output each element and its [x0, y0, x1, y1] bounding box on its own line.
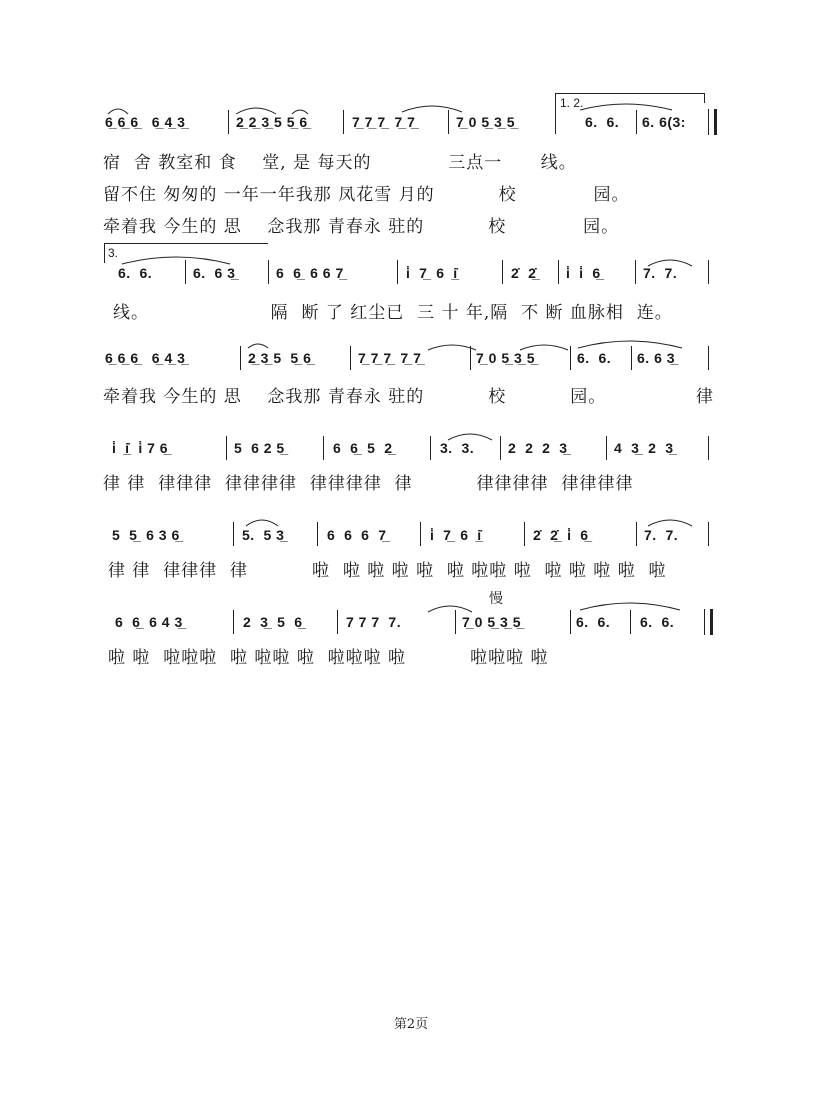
- barline: [570, 610, 571, 634]
- measure: 2̇ 2̲̇ i̇ 6̲: [533, 527, 589, 543]
- slur: [428, 345, 476, 350]
- measure: 6. 6 3̲: [193, 265, 236, 281]
- measure: 6. 6.: [118, 265, 153, 281]
- measure: 6 6̲ 6 6 7̲: [276, 265, 344, 281]
- ending-3-label: 3.: [108, 246, 119, 260]
- ending-bracket-1-2-top: [555, 93, 705, 94]
- barline: [708, 260, 709, 284]
- final-barline: [704, 609, 713, 635]
- measure: i̇ 7̲ 6 i̲̇: [430, 527, 482, 543]
- barline: [420, 522, 421, 546]
- slur: [428, 606, 472, 612]
- barline: [228, 110, 229, 134]
- measure: 7̲ 0 5̲ 3̲ 5̲: [462, 614, 521, 630]
- barline: [448, 110, 449, 134]
- barline: [558, 260, 559, 284]
- barline: [430, 436, 431, 460]
- measure: 7. 7.: [643, 265, 678, 281]
- slur: [248, 344, 268, 348]
- barline: [350, 346, 351, 370]
- ending-bracket-1-2-right: [704, 93, 705, 103]
- barline: [343, 110, 344, 134]
- measure: 7 7 7 7.: [346, 614, 402, 630]
- barline: [317, 522, 318, 546]
- barline: [636, 522, 637, 546]
- lyric-line: 宿 舍 教室和 食 堂, 是 每天的 三点一 线。: [103, 153, 577, 173]
- measure: 2 2 2 3̲: [508, 440, 568, 456]
- barline: [268, 260, 269, 284]
- measure: 7̲ 7̲ 7̲ 7̲ 7̲: [358, 350, 422, 366]
- ending-bracket-3-left: [104, 243, 105, 263]
- barline: [708, 346, 709, 370]
- measure: 5 5̲ 6 3 6̲: [112, 527, 180, 543]
- measure: 7̲ 0 5̲ 3̲ 5̲: [476, 350, 535, 366]
- barline: [397, 260, 398, 284]
- measure: 6 6̲ 6 4 3̲: [115, 614, 183, 630]
- lyric-line: 留不住 匆匆的 一年一年我那 凤花雪 月的 校 园。: [103, 185, 630, 205]
- barline: [630, 610, 631, 634]
- measure: 6. 6.: [640, 614, 675, 630]
- slur: [122, 257, 230, 264]
- measure: 2̲ 2̲ 3̲ 5 5̲ 6̲: [236, 114, 308, 130]
- slur: [578, 341, 682, 348]
- barline: [323, 436, 324, 460]
- measure: 7̲ 7̲ 7̲ 7̲ 7̲: [352, 114, 416, 130]
- measure: 6̲ 6̲ 6̲ 6̲ 4̲ 3̲: [105, 114, 186, 130]
- slur: [648, 520, 692, 526]
- barline: [233, 522, 234, 546]
- lyric-line: 啦 啦 啦啦啦 啦 啦啦 啦 啦啦啦 啦 啦啦啦 啦: [108, 648, 549, 668]
- measure: 5. 5 3̲: [242, 527, 285, 543]
- barline: [708, 522, 709, 546]
- barline: [606, 436, 607, 460]
- measure: i̇ i̲̇ i̇ 7 6̲: [112, 440, 169, 456]
- barline: [337, 610, 338, 634]
- ending-bracket-3-top: [104, 243, 268, 244]
- measure: 6. 6.: [577, 350, 612, 366]
- measure: 7. 7.: [644, 527, 679, 543]
- measure: 2̇ 2̲̇: [511, 265, 537, 281]
- slur: [246, 520, 278, 526]
- measure: 6. 6.: [576, 614, 611, 630]
- lyric-line: 牵着我 今生的 思 念我那 青春永 驻的 校 园。: [103, 217, 620, 237]
- repeat-barline: [708, 109, 717, 135]
- measure: 6 6 6 7̲: [327, 527, 387, 543]
- barline: [570, 346, 571, 370]
- barline: [470, 346, 471, 370]
- lyric-line: 线。 隔 断 了 红尘已 三 十 年,隔 不 断 血脉相 连。: [113, 303, 673, 323]
- measure: i̇ 7̲ 6 i̲̇: [406, 265, 458, 281]
- lyric-line: 牵着我 今生的 思 念我那 青春永 驻的 校 园。 律: [103, 387, 714, 407]
- barline: [555, 110, 556, 134]
- barline: [455, 610, 456, 634]
- measure: 7̲ 0 5̲ 3̲ 5̲: [456, 114, 515, 130]
- measure: 4 3̲ 2 3̲: [614, 440, 674, 456]
- measure: 6. 6.: [585, 114, 620, 130]
- lyric-line: 律 律 律律律 律律律律 律律律律 律 律律律律 律律律律: [103, 474, 634, 494]
- barline: [185, 260, 186, 284]
- measure: 6 6̲ 5 2̲: [333, 440, 393, 456]
- barline: [233, 610, 234, 634]
- measure: 6̲ 6̲ 6̲ 6̲ 4̲ 3̲: [105, 350, 186, 366]
- slur: [580, 104, 672, 110]
- barline: [636, 110, 637, 134]
- barline: [500, 436, 501, 460]
- page-number: 第2页: [393, 1017, 429, 1032]
- measure: 3. 3.: [440, 440, 475, 456]
- measure: 6. 6(3:: [642, 114, 686, 130]
- tempo-mark: 慢: [489, 591, 503, 607]
- lyric-line: 律 律 律律律 律 啦 啦 啦 啦 啦 啦 啦啦 啦 啦 啦 啦 啦 啦: [108, 561, 667, 581]
- barline: [240, 346, 241, 370]
- slur: [402, 106, 462, 112]
- measure: 2̲ 3̲ 5 5̲ 6̲: [248, 350, 312, 366]
- barline: [635, 260, 636, 284]
- barline: [631, 346, 632, 370]
- measure: 5 6 2 5̲: [234, 440, 285, 456]
- measure: 2 3̲ 5 6̲: [243, 614, 303, 630]
- measure: 6. 6 3̲: [637, 350, 676, 366]
- barline: [524, 522, 525, 546]
- barline: [502, 260, 503, 284]
- barline: [708, 436, 709, 460]
- measure: i̇ i̇ 6̲: [566, 265, 601, 281]
- ending-1-2-label: 1. 2.: [560, 96, 584, 110]
- barline: [226, 436, 227, 460]
- slur: [580, 603, 680, 610]
